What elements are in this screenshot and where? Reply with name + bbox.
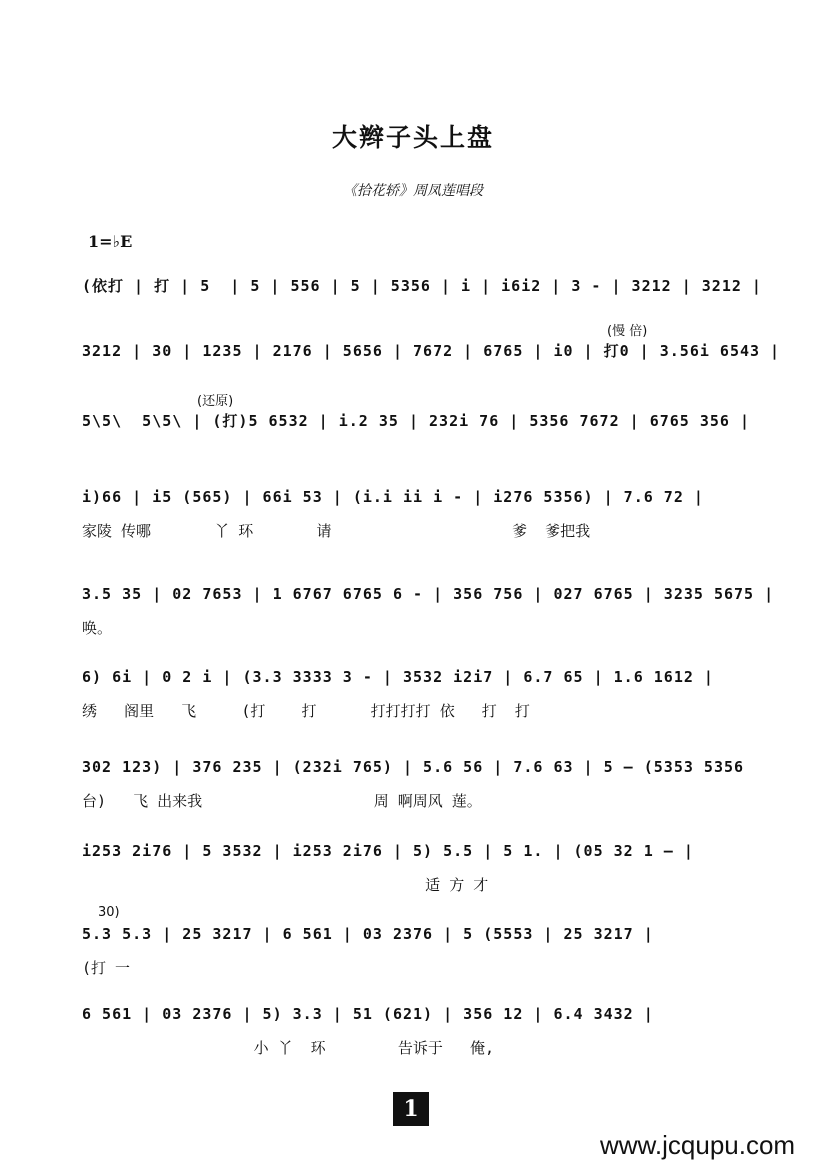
lyrics: 台) 飞 出来我 周 啊周风 莲。: [82, 792, 482, 810]
line-annotation: (慢 倍): [607, 324, 648, 339]
notation: 6) 6i | 0 2 i | (3.3 3333 3 - | 3532 i2i7 | 6.7 65 | 1.6 1612 |: [82, 668, 714, 686]
score-line: [82, 390, 752, 470]
notation: i)66 | i5 (565) | 66i 53 | (i.i ii i - | i276 5356) | 7.6 72 |: [82, 488, 704, 506]
notation: 6 561 | 03 2376 | 5) 3.3 | 51 (621) | 356 12 | 6.4 3432 |: [82, 1005, 654, 1023]
lyrics: (打 一: [82, 959, 131, 977]
notation: 5.3 5.3 | 25 3217 | 6 561 | 03 2376 | 5 (5553 | 25 3217 |: [82, 925, 654, 943]
notation: (依打 | 打 | 5 | 5 | 556 | 5 | 5356 | i | i6i2 | 3 - | 3212 | 3212 |: [82, 277, 762, 295]
page-number: 1: [393, 1092, 429, 1126]
line-annotation: 30): [98, 905, 120, 920]
score-line: [82, 648, 752, 728]
score-line: [82, 822, 752, 902]
notation: 3212 | 30 | 1235 | 2176 | 5656 | 7672 | 6765 | i0 | 打0 | 3.56i 6543 |: [82, 342, 781, 360]
lyrics: 小 丫 环 告诉于 俺,: [82, 1039, 495, 1057]
score-line: [82, 738, 752, 818]
notation: 302 123) | 376 235 | (232i 765) | 5.6 56 | 7.6 63 | 5 — (5353 5356: [82, 758, 745, 776]
score-line: [82, 985, 752, 1065]
score-line: [82, 468, 752, 548]
song-title: 大辫子头上盘: [331, 123, 494, 152]
score-line: [82, 565, 775, 645]
key-signature: 1=♭E: [88, 232, 133, 251]
notation: 5\5\ 5\5\ | (打)5 6532 | i.2 35 | 232i 76 | 5356 7672 | 6765 356 |: [82, 412, 750, 430]
notation: i253 2i76 | 5 3532 | i253 2i76 | 5) 5.5 | 5 1. | (05 32 1 — |: [82, 842, 694, 860]
score-line: [82, 320, 781, 400]
lyrics: 家陵 传哪 丫 环 请 爹 爹把我: [82, 522, 591, 540]
notation: 3.5 35 | 02 7653 | 1 6767 6765 6 - | 356 756 | 027 6765 | 3235 5675 |: [82, 585, 775, 603]
lyrics: 绣 阁里 飞 (打 打 打打打打 依 打 打: [82, 702, 530, 720]
lyrics: 适 方 才: [82, 876, 489, 894]
watermark: www.jcqupu.com: [600, 1130, 796, 1160]
song-subtitle: 《拾花轿》周凤莲唱段: [343, 183, 483, 199]
score-line: [82, 905, 752, 985]
line-annotation: (还原): [197, 394, 234, 409]
lyrics: 唤。: [82, 619, 113, 637]
